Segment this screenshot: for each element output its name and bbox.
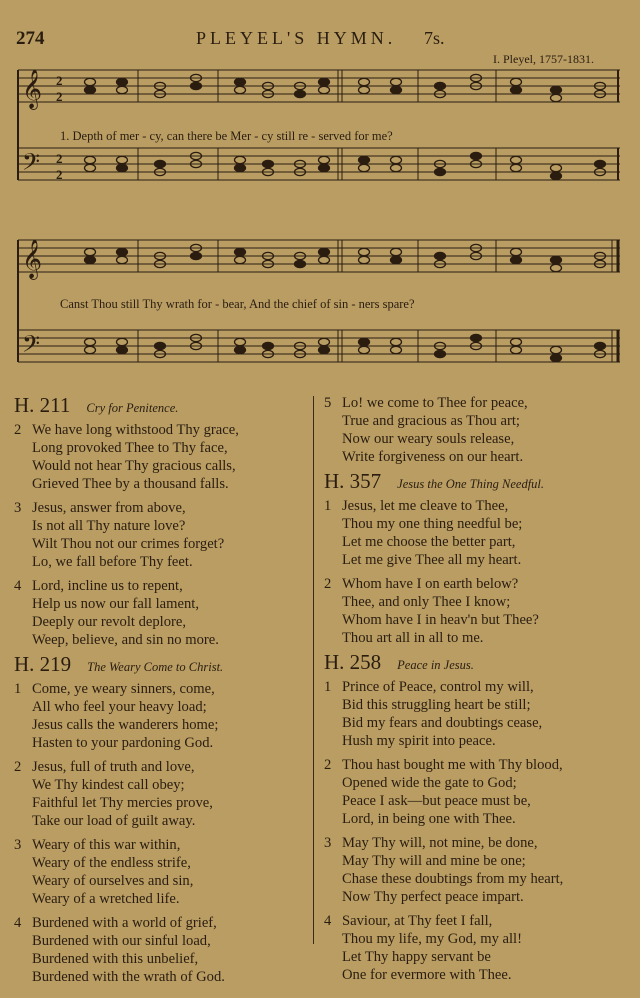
- verse-number: 3: [14, 837, 22, 853]
- svg-text:2: 2: [56, 167, 63, 182]
- verse-line: [14, 836, 304, 854]
- note-head: [85, 156, 96, 163]
- note-head: [117, 78, 128, 85]
- hymn-column-right: [324, 394, 624, 990]
- note-head: [319, 86, 330, 93]
- verse-line: [324, 593, 624, 611]
- verse-line: [14, 914, 304, 932]
- hymn-number: H. 258: [324, 650, 382, 674]
- verse-number: 4: [14, 915, 22, 931]
- note-head: [117, 248, 128, 255]
- verse-line-text: Lo! we come to Thee for peace,: [342, 395, 528, 411]
- verse-number: 1: [14, 681, 22, 697]
- note-head: [551, 164, 562, 171]
- verse-line: [324, 448, 624, 466]
- verse-line-text: Let me give Thee all my heart.: [342, 552, 522, 568]
- note-head: [85, 78, 96, 85]
- note-head: [391, 248, 402, 255]
- note-head: [595, 342, 606, 349]
- note-head: [391, 156, 402, 163]
- note-head: [359, 86, 370, 93]
- verse-line: [14, 950, 304, 968]
- composer-credit: I. Pleyel, 1757-1831.: [493, 52, 594, 66]
- hymn-verse: [324, 678, 624, 750]
- verse-line: [14, 535, 304, 553]
- note-head: [319, 338, 330, 345]
- note-head: [85, 256, 96, 263]
- verse-line: [324, 888, 624, 906]
- verse-line-text: Burdened with the wrath of God.: [32, 969, 225, 985]
- hymn-verse: [14, 577, 304, 649]
- music-system-2: [0, 232, 640, 372]
- verse-line-text: Chase these doubtings from my heart,: [342, 871, 564, 887]
- verse-line-text: Jesus, answer from above,: [32, 500, 186, 516]
- note-head: [295, 260, 306, 267]
- hymn-heading: [324, 469, 624, 493]
- hymn-heading: [324, 650, 624, 674]
- note-head: [391, 256, 402, 263]
- note-head: [235, 338, 246, 345]
- note-head: [85, 86, 96, 93]
- note-head: [435, 252, 446, 259]
- verse-line-text: Weary of ourselves and sin,: [32, 873, 194, 889]
- note-head: [391, 338, 402, 345]
- verse-line: [14, 968, 304, 986]
- verse-line-text: Grieved Thee by a thousand falls.: [32, 476, 229, 492]
- note-head: [359, 78, 370, 85]
- verse-line: [14, 631, 304, 649]
- hymn-verse: [324, 756, 624, 828]
- column-divider: [313, 396, 314, 944]
- hymn-verse: [14, 680, 304, 752]
- verse-line-text: Would not hear Thy gracious calls,: [32, 458, 236, 474]
- note-head: [511, 164, 522, 171]
- verse-line: [324, 430, 624, 448]
- verse-line: [14, 812, 304, 830]
- verse-line: [324, 948, 624, 966]
- note-head: [235, 346, 246, 353]
- hymn-verse: [14, 758, 304, 830]
- verse-line-text: Peace I ask—but peace must be,: [342, 793, 531, 809]
- verse-line-text: All who feel your heavy load;: [32, 699, 207, 715]
- hymn-subtitle: The Weary Come to Christ.: [87, 660, 224, 674]
- svg-text:2: 2: [56, 151, 63, 166]
- hymn-verse: [14, 499, 304, 571]
- note-head: [435, 350, 446, 357]
- verse-line-text: Hasten to your pardoning God.: [32, 735, 214, 751]
- note-head: [117, 156, 128, 163]
- hymn-heading: [14, 393, 304, 417]
- verse-number: 2: [324, 757, 332, 773]
- note-head: [551, 86, 562, 93]
- note-head: [235, 156, 246, 163]
- verse-line: [14, 890, 304, 908]
- hymn-tune-title: PLEYEL'S HYMN.: [196, 28, 397, 48]
- verse-line-text: True and gracious as Thou art;: [342, 413, 520, 429]
- note-head: [117, 338, 128, 345]
- svg-text:𝄞: 𝄞: [22, 239, 43, 279]
- note-head: [319, 248, 330, 255]
- verse-line: [324, 515, 624, 533]
- verse-line-text: Jesus, let me cleave to Thee,: [342, 498, 509, 514]
- note-head: [391, 164, 402, 171]
- note-head: [155, 160, 166, 167]
- verse-line-text: We Thy kindest call obey;: [32, 777, 185, 793]
- note-head: [359, 338, 370, 345]
- note-head: [511, 86, 522, 93]
- note-head: [235, 248, 246, 255]
- verse-line: [14, 439, 304, 457]
- svg-text:𝄞: 𝄞: [22, 69, 43, 109]
- note-head: [117, 164, 128, 171]
- verse-number: 5: [324, 395, 332, 411]
- verse-line: [14, 758, 304, 776]
- verse-line-text: Hush my spirit into peace.: [342, 733, 496, 749]
- note-head: [511, 248, 522, 255]
- verse-number: 4: [14, 578, 22, 594]
- verse-line: [14, 595, 304, 613]
- hymn-verse: [14, 421, 304, 493]
- verse-line: [324, 912, 624, 930]
- verse-line: [14, 421, 304, 439]
- note-head: [359, 164, 370, 171]
- note-head: [551, 354, 562, 361]
- note-head: [319, 156, 330, 163]
- hymn-verse: [324, 834, 624, 906]
- verse-line: [14, 499, 304, 517]
- hymn-verse: [324, 497, 624, 569]
- note-head: [471, 334, 482, 341]
- verse-line: [324, 834, 624, 852]
- verse-line-text: Come, ye weary sinners, come,: [32, 681, 215, 697]
- hymn-number: H. 219: [14, 652, 72, 676]
- verse-line-text: One for evermore with Thee.: [342, 967, 512, 983]
- verse-line-text: Take our load of guilt away.: [32, 813, 196, 829]
- verse-number: 3: [324, 835, 332, 851]
- note-head: [85, 338, 96, 345]
- music-system-1: [0, 62, 640, 192]
- note-head: [235, 256, 246, 263]
- verse-line: [14, 457, 304, 475]
- verse-line: [324, 394, 624, 412]
- note-head: [235, 164, 246, 171]
- note-head: [551, 256, 562, 263]
- verse-line-text: Burdened with a world of grief,: [32, 915, 217, 931]
- verse-line: [14, 872, 304, 890]
- verse-line: [14, 698, 304, 716]
- verse-line: [14, 854, 304, 872]
- hymn-verse: [14, 836, 304, 908]
- note-head: [117, 346, 128, 353]
- verse-number: 2: [14, 759, 22, 775]
- verse-line-text: Deeply our revolt deplore,: [32, 614, 186, 630]
- meter-label: 7s.: [424, 28, 445, 48]
- hymn-subtitle: Peace in Jesus.: [397, 658, 474, 672]
- verse-line: [324, 852, 624, 870]
- verse-line: [324, 870, 624, 888]
- verse-line: [14, 475, 304, 493]
- note-head: [191, 82, 202, 89]
- note-head: [85, 164, 96, 171]
- verse-line: [14, 734, 304, 752]
- page-number: 274: [16, 28, 45, 49]
- verse-line: [324, 714, 624, 732]
- note-head: [319, 164, 330, 171]
- verse-number: 1: [324, 498, 332, 514]
- note-head: [391, 346, 402, 353]
- verse-line: [14, 613, 304, 631]
- verse-line-text: Now Thy perfect peace impart.: [342, 889, 524, 905]
- note-head: [551, 346, 562, 353]
- verse-line: [14, 553, 304, 571]
- verse-line: [14, 680, 304, 698]
- verse-line-text: Lord, incline us to repent,: [32, 578, 183, 594]
- verse-line-text: Bid this struggling heart be still;: [342, 697, 531, 713]
- verse-line: [14, 776, 304, 794]
- note-head: [263, 342, 274, 349]
- verse-line-text: Lo, we fall before Thy feet.: [32, 554, 193, 570]
- verse-line-text: Bid my fears and doubtings cease,: [342, 715, 543, 731]
- verse-line-text: Burdened with this unbelief,: [32, 951, 199, 967]
- verse-line: [324, 497, 624, 515]
- note-head: [359, 156, 370, 163]
- note-head: [85, 248, 96, 255]
- note-head: [359, 346, 370, 353]
- verse-line-text: Whom have I on earth below?: [342, 576, 519, 592]
- verse-line-text: Whom have I in heav'n but Thee?: [342, 612, 539, 628]
- note-head: [551, 172, 562, 179]
- hymn-heading: [14, 652, 304, 676]
- note-head: [359, 248, 370, 255]
- note-head: [117, 256, 128, 263]
- note-head: [435, 168, 446, 175]
- verse-line-text: Let me choose the better part,: [342, 534, 516, 550]
- verse-line-text: Weary of a wretched life.: [32, 891, 180, 907]
- hymn-column-left: [14, 394, 304, 992]
- verse-line: [324, 810, 624, 828]
- verse-line-text: Thee, and only Thee I know;: [342, 594, 511, 610]
- verse-line-text: Now our weary souls release,: [342, 431, 515, 447]
- verse-number: 2: [324, 576, 332, 592]
- page-header: [0, 28, 640, 52]
- note-head: [117, 86, 128, 93]
- verse-line: [14, 716, 304, 734]
- verse-line-text: Long provoked Thee to Thy face,: [32, 440, 228, 456]
- verse-line: [324, 575, 624, 593]
- note-head: [85, 346, 96, 353]
- note-head: [235, 78, 246, 85]
- note-head: [155, 342, 166, 349]
- verse-line: [324, 774, 624, 792]
- verse-line: [324, 629, 624, 647]
- verse-line-text: Thou my life, my God, my all!: [342, 931, 522, 947]
- verse-line-text: Opened wide the gate to God;: [342, 775, 517, 791]
- verse-line: [324, 678, 624, 696]
- verse-number: 2: [14, 422, 22, 438]
- note-head: [511, 78, 522, 85]
- verse-line-text: May Thy will, not mine, be done,: [342, 835, 538, 851]
- verse-line-text: Lord, in being one with Thee.: [342, 811, 516, 827]
- note-head: [551, 94, 562, 101]
- verse-line-text: Weary of the endless strife,: [32, 855, 191, 871]
- note-head: [595, 160, 606, 167]
- verse-line-text: Weary of this war within,: [32, 837, 181, 853]
- hymn-number: H. 211: [14, 393, 71, 417]
- note-head: [359, 256, 370, 263]
- verse-line: [324, 792, 624, 810]
- note-head: [319, 346, 330, 353]
- note-head: [511, 338, 522, 345]
- verse-line-text: Saviour, at Thy feet I fall,: [342, 913, 493, 929]
- hymn-verse: [324, 394, 624, 466]
- verse-line: [324, 966, 624, 984]
- note-head: [551, 264, 562, 271]
- svg-text:2: 2: [56, 73, 63, 88]
- hymn-verse: [324, 575, 624, 647]
- verse-line-text: Thou art all in all to me.: [342, 630, 484, 646]
- note-head: [511, 256, 522, 263]
- verse-number: 1: [324, 679, 332, 695]
- note-head: [263, 160, 274, 167]
- verse-line: [324, 611, 624, 629]
- verse-line-text: Burdened with our sinful load,: [32, 933, 211, 949]
- verse-line-text: May Thy will and mine be one;: [342, 853, 526, 869]
- hymn-number: H. 357: [324, 469, 382, 493]
- note-head: [235, 86, 246, 93]
- verse-line-text: Thou hast bought me with Thy blood,: [342, 757, 563, 773]
- verse-line-text: Let Thy happy servant be: [342, 949, 491, 965]
- verse-line: [324, 533, 624, 551]
- verse-line: [14, 932, 304, 950]
- verse-line-text: Prince of Peace, control my will,: [342, 679, 534, 695]
- verse-line: [324, 930, 624, 948]
- verse-line: [324, 756, 624, 774]
- lyrics-line-2: Canst Thou still Thy wrath for - bear, And the chief of sin - ners spare?: [60, 297, 415, 311]
- note-head: [319, 256, 330, 263]
- svg-text:𝄢: 𝄢: [22, 330, 41, 363]
- verse-line-text: Is not all Thy nature love?: [32, 518, 186, 534]
- note-head: [319, 78, 330, 85]
- verse-line-text: Write forgiveness on our heart.: [342, 449, 524, 465]
- note-head: [471, 152, 482, 159]
- hymn-subtitle: Jesus the One Thing Needful.: [397, 477, 545, 491]
- svg-text:2: 2: [56, 89, 63, 104]
- hymn-verse: [14, 914, 304, 986]
- svg-text:𝄢: 𝄢: [22, 148, 41, 181]
- verse-line: [324, 732, 624, 750]
- verse-line: [324, 696, 624, 714]
- verse-line-text: Faithful let Thy mercies prove,: [32, 795, 213, 811]
- verse-line: [14, 577, 304, 595]
- verse-number: 4: [324, 913, 332, 929]
- hymn-subtitle: Cry for Penitence.: [86, 401, 179, 415]
- verse-line: [14, 794, 304, 812]
- verse-line: [324, 551, 624, 569]
- verse-number: 3: [14, 500, 22, 516]
- verse-line-text: Jesus calls the wanderers home;: [32, 717, 219, 733]
- note-head: [435, 82, 446, 89]
- note-head: [391, 78, 402, 85]
- note-head: [295, 90, 306, 97]
- note-head: [391, 86, 402, 93]
- verse-line-text: Wilt Thou not our crimes forget?: [32, 536, 225, 552]
- verse-line-text: We have long withstood Thy grace,: [32, 422, 239, 438]
- verse-line-text: Help us now our fall lament,: [32, 596, 199, 612]
- verse-line-text: Thou my one thing needful be;: [342, 516, 523, 532]
- hymn-verse: [324, 912, 624, 984]
- verse-line-text: Weep, believe, and sin no more.: [32, 632, 219, 648]
- verse-line: [14, 517, 304, 535]
- verse-line-text: Jesus, full of truth and love,: [32, 759, 195, 775]
- verse-line: [324, 412, 624, 430]
- note-head: [191, 252, 202, 259]
- lyrics-line-1: 1. Depth of mer - cy, can there be Mer - cy still re - served for me?: [60, 129, 393, 143]
- note-head: [511, 346, 522, 353]
- note-head: [511, 156, 522, 163]
